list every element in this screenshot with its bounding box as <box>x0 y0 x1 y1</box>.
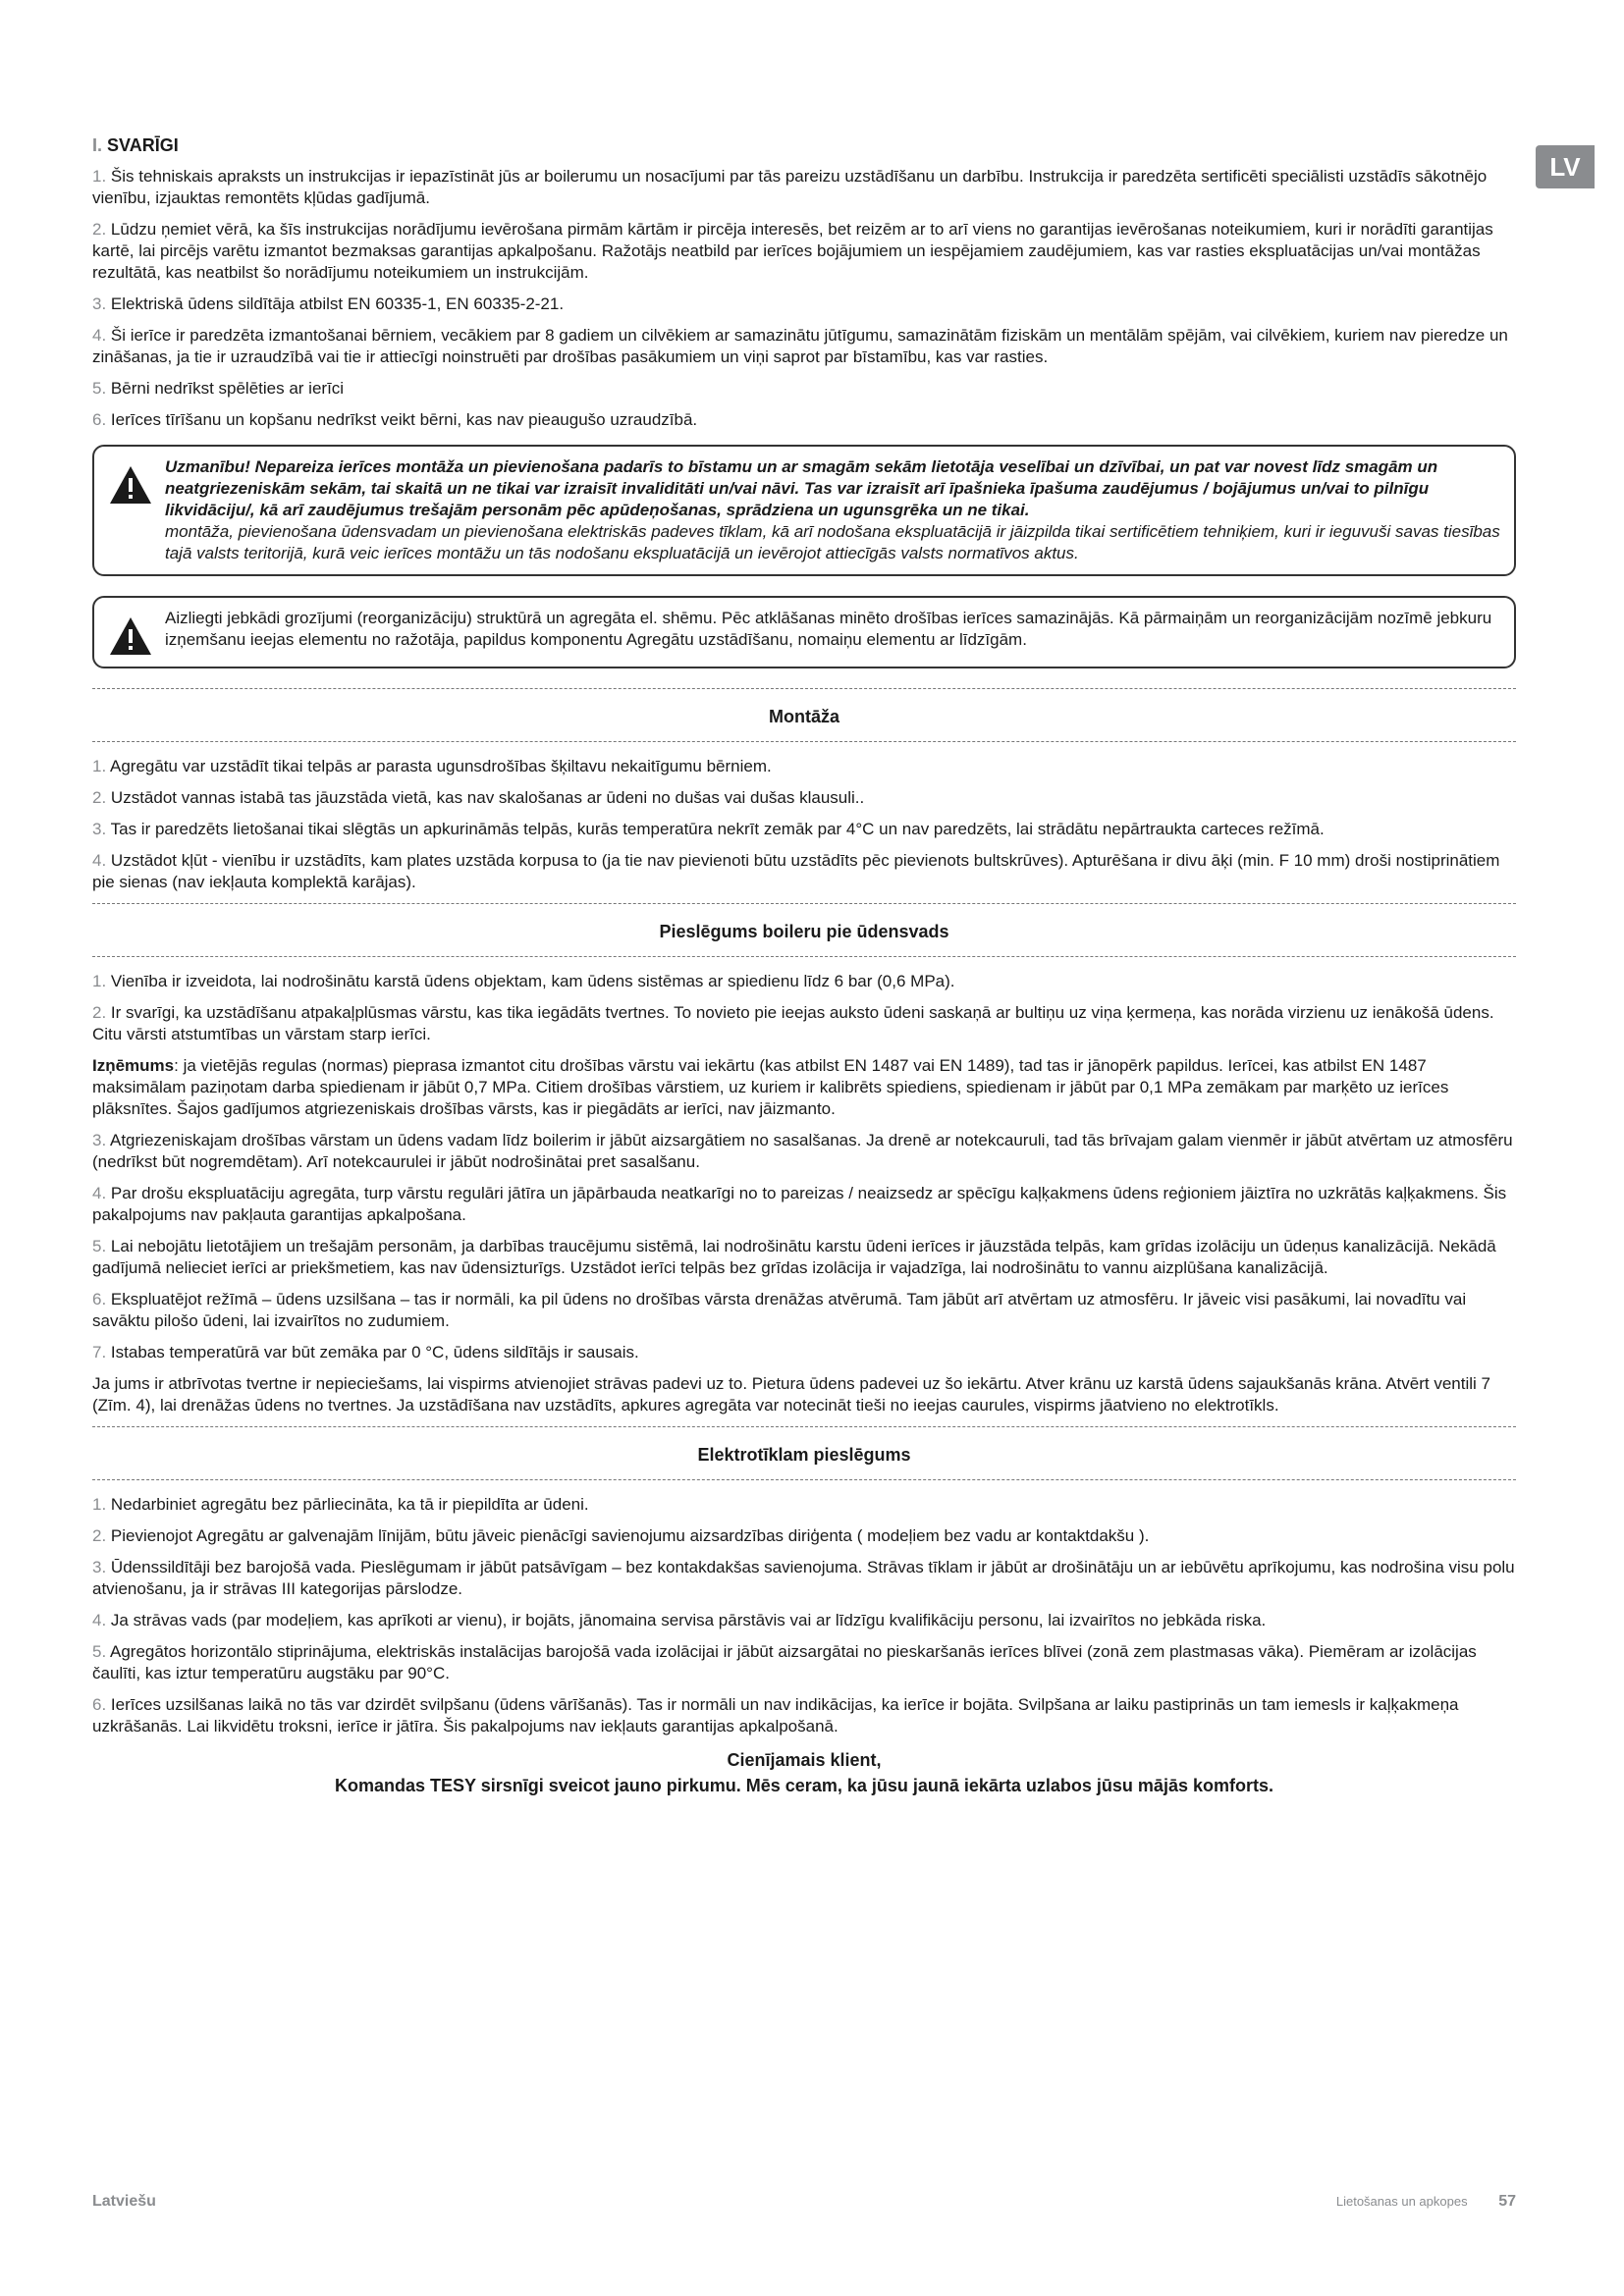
page-content <box>92 135 1516 1798</box>
item-number: 4. <box>92 326 107 345</box>
item-number: 7. <box>92 1343 107 1362</box>
list-item <box>92 850 1516 893</box>
item-number: 1. <box>92 1495 107 1514</box>
item-number: 3. <box>92 1558 107 1576</box>
warning-text-2: Aizliegti jebkādi grozījumi (reorganizāciju) struktūrā un agregāta el. shēmu. Pēc atklāšanas minēto drošības ierīces samazinājās. Kā pārmaiņām un reorganizācijām nozīmē jebkuru izņemšanu ieejas elementu no ražotāja, papildus komponentu Agregātu uzstādīšanu, nomaiņu elementu ar līdzīgām. <box>165 609 1492 649</box>
section-title-text: SVARĪGI <box>107 135 179 155</box>
list-item <box>92 819 1516 840</box>
warning-bold-text: Uzmanību! Nepareiza ierīces montāža un pievienošana padarīs to bīstamu un ar smagām sekām lietotāja veselībai un dzīvībai, un pat var novest līdz smagām un neatgriezeniskām sekām, tai skaitā un ne tikai var izraisīt invaliditāti un/vai nāvi. Tas var izraisīt arī īpašnieka īpašuma zaudējumus / bojājumus un/vai to pilnīgu likvidāciju/, kā arī zaudējumus trešajām personām pēc apūdeņošanas, sprādziena un ugunsgrēka un ne tikai. <box>165 457 1438 519</box>
list-item <box>92 1694 1516 1737</box>
item-text: Nedarbiniet agregātu bez pārliecināta, ka tā ir piepildīta ar ūdeni. <box>110 1495 589 1514</box>
exception-label: Izņēmums <box>92 1056 175 1075</box>
item-text: Atgriezeniskajam drošības vārstam un ūdens vadam līdz boilerim ir jābūt aizsargātiem no sasalšanas. Ja drenē ar notekcauruli, tad tās brīvajam galam vienmēr ir jābūt atvērtam uz atmosfēru (nedrīkst būt nogremdētam). Arī notekcaurulei ir jābūt nodrošinātai pret sasalšanu. <box>92 1131 1513 1171</box>
section-title <box>92 135 1516 156</box>
footer-doc-title: Lietošanas un apkopes <box>1335 2194 1468 2209</box>
list-item <box>92 166 1516 209</box>
list-item <box>92 1236 1516 1279</box>
list-item <box>92 1342 1516 1363</box>
item-number: 2. <box>92 1526 107 1545</box>
language-tab: LV <box>1536 145 1595 188</box>
exception-paragraph <box>92 1055 1516 1120</box>
item-text: Ja strāvas vads (par modeļiem, kas aprīkoti ar vienu), ir bojāts, jānomaina servisa pārstāvis vai ar līdzīgu kvalifikāciju personu, lai izvairītos no jebkāda riska. <box>110 1611 1267 1629</box>
item-text: Ierīces uzsilšanas laikā no tās var dzirdēt svilpšanu (ūdens vārīšanās). Tas ir normāli un nav indikācijas, ka ierīce ir bojāta. Svilpšana ar laiku pastiprinās un tam iemesls ir kaļķakmeņa uzkrāšanās. Lai likvidētu troksni, ierīce ir jātīra. Šis pakalpojums nav iekļauts garantijas apkalpošanā. <box>92 1695 1459 1735</box>
item-text: Ši ierīce ir paredzēta izmantošanai bērniem, vecākiem par 8 gadiem un cilvēkiem ar samazinātu jūtīgumu, samazinātām fiziskām un mentālām spējām, vai cilvēkiem, kuriem nav pieredze un zināšanas, ja tie ir uzraudzībā vai tie ir attiecīgi noinstruēti par drošības pasākumiem un viņi saprot par bīstamību, kas var rasties. <box>92 326 1508 366</box>
item-text: Bērni nedrīkst spēlēties ar ierīci <box>110 379 345 398</box>
footer-right <box>1336 2193 1516 2211</box>
list-item <box>92 971 1516 992</box>
item-number: 2. <box>92 788 107 807</box>
item-text: Pievienojot Agregātu ar galvenajām līnijām, būtu jāveic pienācīgi savienojumu aizsardzības diriģenta ( modeļiem bez vadu ar kontaktdakšu ). <box>110 1526 1150 1545</box>
separator <box>92 741 1516 742</box>
list-item <box>92 1610 1516 1631</box>
item-number: 1. <box>92 972 107 990</box>
list-item <box>92 787 1516 809</box>
list-item <box>92 409 1516 431</box>
elektro-list <box>92 1494 1516 1737</box>
separator <box>92 1426 1516 1427</box>
item-number: 1. <box>92 757 107 775</box>
item-text: Istabas temperatūrā var būt zemāka par 0 °C, ūdens sildītājs ir sausais. <box>110 1343 639 1362</box>
item-number: 4. <box>92 851 107 870</box>
item-number: 4. <box>92 1184 107 1202</box>
separator <box>92 956 1516 957</box>
list-item <box>92 1183 1516 1226</box>
item-number: 6. <box>92 1290 107 1308</box>
list-item <box>92 294 1516 315</box>
separator <box>92 1479 1516 1480</box>
item-text: Uzstādot vannas istabā tas jāuzstāda vietā, kas nav skalošanas ar ūdeni no dušas vai dušas klausuli.. <box>110 788 865 807</box>
list-item <box>92 756 1516 777</box>
exception-text: : ja vietējās regulas (normas) pieprasa izmantot citu drošības vārstu vai iekārtu (kas atbilst EN 1487 vai EN 1489), tad tas ir jānopērk papildus. Ierīcei, kas atbilst EN 1487 maksimālam paziņotam darba spiedienam ir jābūt 0,7 MPa. Citiem drošības vārstiem, uz kuriem ir kalibrēts spiediens, spiedienam ir jābūt par 0,1 MPa zemākam par marķēto uz ierīces plāksnītes. Šajos gadījumos atgriezeniskais drošības vārsts, kas ir piegādāts ar ierīci, nav jāizmanto. <box>92 1056 1449 1118</box>
item-text: Ierīces tīrīšanu un kopšanu nedrīkst veikt bērni, kas nav pieaugušo uzraudzībā. <box>110 410 698 429</box>
item-number: 3. <box>92 820 107 838</box>
item-number: 6. <box>92 410 107 429</box>
item-number: 3. <box>92 1131 107 1149</box>
list-item <box>92 1494 1516 1516</box>
warning-triangle-icon <box>108 615 153 657</box>
footer-language: Latviešu <box>92 2193 156 2210</box>
item-text: Agregātos horizontālo stiprinājuma, elektriskās instalācijas barojošā vada izolācijai ir jābūt aizsargātai no pieskaršanās ierīces blīvei (zonā zem plastmasas vāka). Piemēram ar izolācijas čaulīti, kas iztur temperatūru augstāku par 90°C. <box>92 1642 1477 1682</box>
list-item <box>92 1289 1516 1332</box>
warning-box-1 <box>92 445 1516 576</box>
separator <box>92 688 1516 689</box>
warning-italic-text: montāža, pievienošana ūdensvadam un pievienošana elektriskās padeves tīklam, kā arī nodošana ekspluatācijā ir jāizpilda tikai sertificētiem tehniķiem, kuri ir ieguvuši savas tiesības tajā valsts teritorijā, kurā veic ierīces montāžu un tās nodošanu ekspluatācijā un ievērojot attiecīgās valsts normatīvos aktus. <box>165 522 1500 562</box>
item-text: Lai nebojātu lietotājiem un trešajām personām, ja darbības traucējumu sistēmā, lai nodrošinātu karstu ūdeni ierīces ir jāuzstāda telpās, kam grīdas izolāciju un ūdeņus kanalizācijā. Nekādā gadījumā nelieciet ierīci ar priekšmetiem, kas nav ūdensizturīgs. Uzstādot ierīci telpās bez grīdas izolācija ir vajadzīga, lai nodrošinātu to vannu aizplūšana kanalizācijā. <box>92 1237 1496 1277</box>
item-text: Šis tehniskais apraksts un instrukcijas ir iepazīstināt jūs ar boilerumu un nosacījumi par tās pareizu uzstādīšanu un darbību. Instrukcija ir paredzēta sertificēti speciālisti uzstādīs sākotnējo vienību, izjauktas remontēts kļūdas gadījumā. <box>92 167 1488 207</box>
item-number: 3. <box>92 294 107 313</box>
warning-box-2 <box>92 596 1516 668</box>
list-item <box>92 219 1516 284</box>
pieslegums-heading: Pieslēgums boileru pie ūdensvads <box>659 922 949 941</box>
elektro-heading: Elektrotīklam pieslēgums <box>697 1445 911 1465</box>
list-item <box>92 1557 1516 1600</box>
item-text: Elektriskā ūdens sildītāja atbilst EN 60335-1, EN 60335-2-21. <box>110 294 565 313</box>
list-item <box>92 1130 1516 1173</box>
item-text: Uzstādot kļūt - vienību ir uzstādīts, kam plates uzstāda korpusa to (ja tie nav pievienoti būtu uzstādīts pēc pievienots bultskrūves). Apturēšana ir divu āķi (min. F 10 mm) droši nostiprinātiem pie sienas (nav iekļauta komplektā karājas). <box>92 851 1500 891</box>
item-number: 5. <box>92 379 107 398</box>
item-text: Agregātu var uzstādīt tikai telpās ar parasta ugunsdrošības šķiltavu nekaitīgumu bērniem. <box>109 757 772 775</box>
montaza-list <box>92 756 1516 893</box>
item-number: 2. <box>92 1003 107 1022</box>
item-number: 4. <box>92 1611 107 1629</box>
list-item <box>92 1002 1516 1045</box>
item-text: Vienība ir izveidota, lai nodrošinātu karstā ūdens objektam, kam ūdens sistēmas ar spiedienu līdz 6 bar (0,6 MPa). <box>110 972 955 990</box>
greeting <box>92 1747 1516 1798</box>
item-text: Tas ir paredzēts lietošanai tikai slēgtās un apkurināmās telpās, kurās temperatūra nekrīt zemāk par 4°C un nav paredzēts, lai strādātu nepārtraukta carteces režīmā. <box>110 820 1325 838</box>
item-text: Ūdenssildītāji bez barojošā vada. Pieslēgumam ir jābūt patsāvīgam – bez kontakdakšas savienojuma. Strāvas tīklam ir jābūt ar drošinātāju un ar iebūvētu aprīkojumu, kas nodrošina visu polu atvienošanu, ja ir strāvas III kategorijas pārslodze. <box>92 1558 1515 1598</box>
closing-paragraph: Ja jums ir atbrīvotas tvertne ir nepieciešams, lai vispirms atvienojiet strāvas padevi uz to. Pietura ūdens padevei uz šo iekārtu. Atver krānu uz karstā ūdens sajaukšanās krāna. Atvērt ventili 7 (Zīm. 4), lai drenāžas ūdens no tvertnes. Ja uzstādīšana nav uzstādīts, apkures agregāta var notecināt tieši no ieejas caurules, vispirms jāatvieno no elektrotīkls. <box>92 1374 1490 1415</box>
item-number: 5. <box>92 1642 107 1661</box>
item-number: 5. <box>92 1237 107 1255</box>
item-text: Lūdzu ņemiet vērā, ka šīs instrukcijas norādījumu ievērošana pirmām kārtām ir pircēja interesēs, bet reizēm ar to arī viens no garantijas ievērošanas noteikumiem, kuri ir norādīti garantijas kartē, lai pircējs varētu izmantot bezmaksas garantijas apkalpošanu. Ražotājs neatbild par ierīces bojājumiem un iespējamiem zaudējumiem, kas var rasties ekspluatācijas un/vai montāžas rezultātā, kas neatbilst šo norādījumu noteikumiem un instrukcijām. <box>92 220 1493 282</box>
list-item <box>92 1525 1516 1547</box>
pieslegums-list-2 <box>92 1130 1516 1363</box>
item-number: 1. <box>92 167 107 186</box>
page-number: 57 <box>1498 2193 1516 2210</box>
pieslegums-list <box>92 971 1516 1045</box>
list-item <box>92 325 1516 368</box>
list-item <box>92 378 1516 400</box>
greeting-line-1: Cienījamais klient, <box>727 1750 882 1770</box>
montaza-heading: Montāža <box>769 707 839 726</box>
list-item <box>92 1641 1516 1684</box>
warning-triangle-icon <box>108 464 153 506</box>
separator <box>92 903 1516 904</box>
item-number: 2. <box>92 220 107 239</box>
item-text: Ir svarīgi, ka uzstādīšanu atpakaļplūsmas vārstu, kas tika iegādāts tvertnes. To novieto pie ieejas auksto ūdeni saskaņā ar bultiņu uz viņa ķermeņa, kas norāda virzienu uz ienākošā ūdens. Citu vārsti atstumtības un vārstam starp ierīci. <box>92 1003 1494 1043</box>
item-text: Ekspluatējot režīmā – ūdens uzsilšana – tas ir normāli, ka pil ūdens no drošības vārsta drenāžas atvērumā. Tam jābūt arī atvērtam uz atmosfēru. Ir jāveic visi pasākumi, lai novadītu vai savāktu pilošo ūdeni, lai izvairītos no zudumiem. <box>92 1290 1467 1330</box>
item-text: Par drošu ekspluatāciju agregāta, turp vārstu regulāri jātīra un jāpārbauda neatkarīgi no to pareizas / neaizsedz ar spēcīgu kaļķakmens ūdens reģioniem jāiztīra no uzkrātās kaļķakmens. Šis pakalpojums nav pakļauta garantijas apkalpošana. <box>92 1184 1507 1224</box>
section-number: I. <box>92 135 103 155</box>
item-number: 6. <box>92 1695 107 1714</box>
greeting-line-2: Komandas TESY sirsnīgi sveicot jauno pirkumu. Mēs ceram, ka jūsu jaunā iekārta uzlabos jūsu mājās komforts. <box>335 1776 1273 1795</box>
important-list <box>92 166 1516 431</box>
